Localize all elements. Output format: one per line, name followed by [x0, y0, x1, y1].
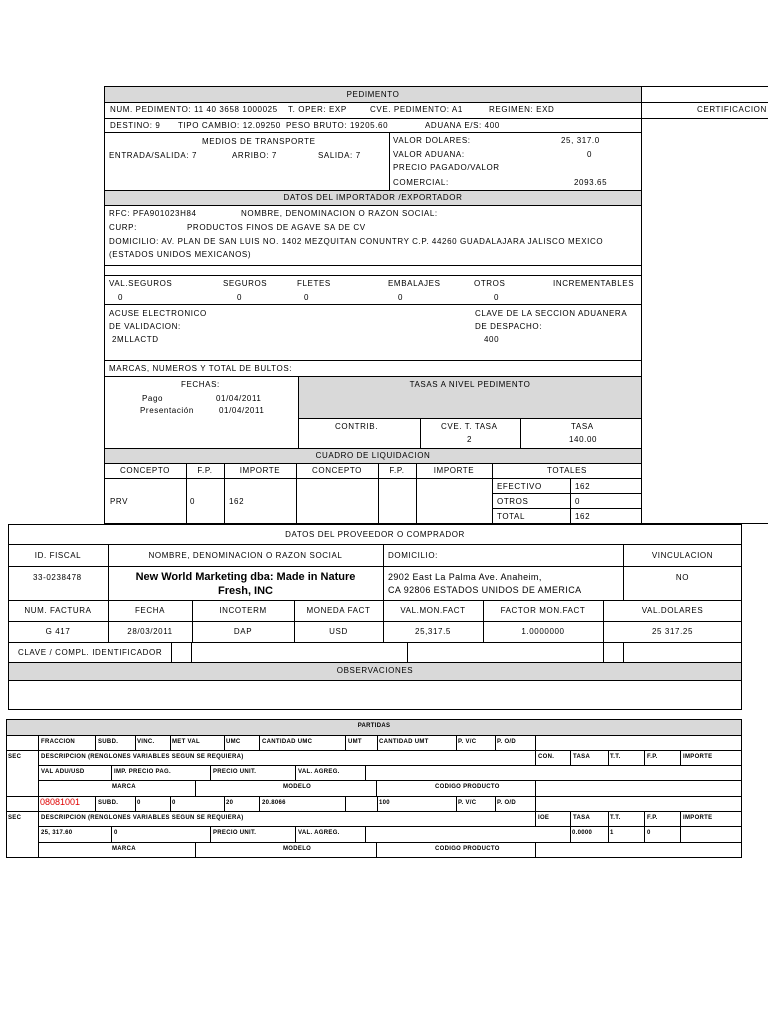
otros-value: 0 — [494, 293, 500, 302]
moneda-fact-label: MONEDA FACT — [306, 606, 371, 615]
cantidad-umt-value: 100 — [379, 800, 390, 806]
fechas-label: FECHAS: — [181, 380, 220, 389]
total-label: TOTAL — [497, 512, 526, 521]
val-adu-value: 25, 317.60 — [41, 830, 73, 836]
tasas-title: TASAS A NIVEL PEDIMENTO — [409, 380, 531, 389]
marca-label-2: MARCA — [112, 846, 136, 852]
tasa-p-label-2: TASA — [573, 815, 591, 821]
comercial-value: 2093.65 — [574, 178, 608, 187]
fraccion-value: 08081001 — [40, 797, 81, 807]
liq-concepto-value: PRV — [110, 497, 129, 506]
met-val-label: MET VAL — [172, 739, 200, 745]
moneda-fact-value: USD — [329, 627, 348, 636]
liq-importe-value: 162 — [229, 497, 245, 506]
val-dolares-label: VAL.DOLARES — [641, 606, 704, 615]
subd-value: SUBD. — [98, 800, 119, 806]
umc-value: 20 — [226, 800, 234, 806]
descripcion-label: DESCRIPCION (RENGLONES VARIABLES SEGUN SE REQUIERA) — [41, 754, 244, 760]
val-agreg-label: VAL. AGREG. — [298, 769, 340, 775]
pago-date: 01/04/2011 — [216, 394, 262, 403]
umt-label: UMT — [348, 739, 362, 745]
importador-domicilio: DOMICILIO: AV. PLAN DE SAN LUIS NO. 1402 MEZQUITAN CONUNTRY C.P. 44260 GUADALAJARA JALISCO MEXICO — [109, 237, 604, 246]
pago-label: Pago — [142, 394, 164, 403]
embalajes-label: EMBALAJES — [388, 279, 441, 288]
liq-importe-1: IMPORTE — [239, 466, 281, 475]
observaciones-title: OBSERVACIONES — [336, 666, 414, 675]
aduana: ADUANA E/S: 400 — [425, 121, 500, 130]
incoterm-value: DAP — [233, 627, 253, 636]
val-seguros-label: VAL.SEGUROS — [109, 279, 173, 288]
imp-precio-pag-value: 0 — [114, 830, 118, 836]
clave-compl-label: CLAVE / COMPL. IDENTIFICADOR — [18, 648, 163, 657]
prov-nombre-line1: New World Marketing dba: Made in Nature — [135, 571, 356, 583]
incoterm-label: INCOTERM — [219, 606, 267, 615]
nombre-label: NOMBRE, DENOMINACION O RAZON SOCIAL: — [241, 209, 438, 218]
fletes-label: FLETES — [297, 279, 331, 288]
otros-total-value: 0 — [575, 497, 581, 506]
contrib-label: CONTRIB. — [335, 422, 379, 431]
tasa-p-value: 0.0000 — [572, 830, 593, 836]
umc-label: UMC — [226, 739, 241, 745]
importe-p-label-2: IMPORTE — [683, 815, 713, 821]
fecha-label: FECHA — [134, 606, 166, 615]
valor-dolares: 25, 317.0 — [561, 136, 600, 145]
cve-t-tasa-label: CVE. T. TASA — [441, 422, 498, 431]
marca-label: MARCA — [112, 784, 136, 790]
importador-title: DATOS DEL IMPORTADOR /EXPORTADOR — [283, 193, 463, 202]
proveedor-title: DATOS DEL PROVEEDOR O COMPRADOR — [285, 530, 465, 539]
pod-label: P. O/D — [497, 739, 517, 745]
pod-label-2: P. O/D — [497, 800, 517, 806]
id-fiscal-value: 33-0238478 — [33, 573, 82, 582]
partidas-title: PARTIDAS — [357, 723, 391, 729]
t-oper: T. OPER: EXP — [288, 105, 347, 114]
presentacion-label: Presentación — [140, 406, 194, 415]
con-label: CON. — [538, 754, 555, 760]
importe-p-label: IMPORTE — [683, 754, 713, 760]
acuse-label: ACUSE ELECTRONICO — [109, 309, 207, 318]
tasa-p-label: TASA — [573, 754, 591, 760]
salida: SALIDA: 7 — [318, 151, 361, 160]
seguros-value: 0 — [237, 293, 243, 302]
vinculacion-value: NO — [675, 573, 690, 582]
cantidad-umt-label: CANTIDAD UMT — [379, 739, 429, 745]
peso-bruto: PESO BRUTO: 19205.60 — [286, 121, 389, 130]
valor-aduana: 0 — [587, 150, 593, 159]
num-factura-label: NUM. FACTURA — [24, 606, 92, 615]
seguros-label: SEGUROS — [223, 279, 268, 288]
val-adu-label: VAL ADU/USD — [41, 769, 85, 775]
modelo-label: MODELO — [283, 784, 312, 790]
descripcion-label-2: DESCRIPCION (RENGLONES VARIABLES SEGUN SE REQUIERA) — [41, 815, 244, 821]
fletes-value: 0 — [304, 293, 310, 302]
val-seguros-value: 0 — [118, 293, 124, 302]
presentacion-date: 01/04/2011 — [219, 406, 265, 415]
total-value: 162 — [575, 512, 591, 521]
liq-fp-1: F.P. — [197, 466, 213, 475]
efectivo-value: 162 — [575, 482, 591, 491]
val-agreg-label-2: VAL. AGREG. — [298, 830, 340, 836]
liq-importe-2: IMPORTE — [433, 466, 475, 475]
fraccion-label: FRACCION — [41, 739, 76, 745]
tt-value: 1 — [610, 830, 614, 836]
liq-fp-value: 0 — [190, 497, 196, 506]
otros-label: OTROS — [474, 279, 506, 288]
efectivo-label: EFECTIVO — [497, 482, 542, 491]
validacion-label: DE VALIDACION: — [109, 322, 181, 331]
comercial-label: COMERCIAL: — [393, 178, 449, 187]
incrementables-label: INCREMENTABLES — [553, 279, 635, 288]
ioe-label: IOE — [538, 815, 550, 821]
curp: CURP: — [109, 223, 137, 232]
pvc-label-2: P. V/C — [458, 800, 477, 806]
cantidad-umc-label: CANTIDAD UMC — [262, 739, 313, 745]
cve-t-tasa-value: 2 — [467, 435, 473, 444]
entrada-salida: ENTRADA/SALIDA: 7 — [109, 151, 198, 160]
embalajes-value: 0 — [398, 293, 404, 302]
otros-total-label: OTROS — [497, 497, 529, 506]
val-dolares-value: 25 317.25 — [652, 627, 693, 636]
vinculacion-label: VINCULACION — [651, 551, 714, 560]
medios-transporte: MEDIOS DE TRANSPORTE — [202, 137, 316, 146]
fp-p-label-2: F.P. — [647, 815, 658, 821]
id-fiscal-label: ID. FISCAL — [34, 551, 82, 560]
codigo-producto-label: CODIGO PRODUCTO — [435, 784, 500, 790]
fp-p-value: 0 — [647, 830, 651, 836]
clave-seccion-value: 400 — [484, 335, 500, 344]
prov-domicilio-line2: CA 92806 ESTADOS UNIDOS DE AMERICA — [388, 585, 582, 595]
marcas-label: MARCAS, NUMEROS Y TOTAL DE BULTOS: — [109, 364, 293, 373]
acuse-value: 2MLLACTD — [112, 335, 159, 344]
valor-aduana-label: VALOR ADUANA: — [393, 150, 465, 159]
liq-concepto-2: CONCEPTO — [312, 466, 362, 475]
cve-pedimento: CVE. PEDIMENTO: A1 — [370, 105, 463, 114]
prov-nombre-label: NOMBRE, DENOMINACION O RAZON SOCIAL — [148, 551, 343, 560]
precio-unit-label: PRECIO UNIT. — [213, 769, 257, 775]
codigo-producto-label-2: CODIGO PRODUCTO — [435, 846, 500, 852]
despacho-label: DE DESPACHO: — [475, 322, 543, 331]
prov-domicilio-label: DOMICILIO: — [388, 551, 439, 560]
regimen: REGIMEN: EXD — [489, 105, 555, 114]
destino: DESTINO: 9 — [110, 121, 161, 130]
precio-unit-label-2: PRECIO UNIT. — [213, 830, 257, 836]
liq-totales: TOTALES — [547, 466, 587, 475]
importador-nombre: PRODUCTOS FINOS DE AGAVE SA DE CV — [187, 223, 366, 232]
cantidad-umc-value: 20.8066 — [262, 800, 286, 806]
factor-mon-fact-label: FACTOR MON.FACT — [500, 606, 586, 615]
imp-precio-pag-label: IMP. PRECIO PAG. — [114, 769, 171, 775]
fp-p-label: F.P. — [647, 754, 658, 760]
vinc-label: VINC. — [137, 739, 155, 745]
certificacion-label: CERTIFICACION — [697, 105, 767, 114]
liquidacion-title: CUADRO DE LIQUIDACION — [315, 451, 431, 460]
clave-seccion-label: CLAVE DE LA SECCION ADUANERA — [475, 309, 628, 318]
rfc: RFC: PFA901023H84 — [109, 209, 197, 218]
sec-label-2: SEC — [8, 815, 22, 821]
tt-label-2: T.T. — [610, 815, 621, 821]
tasa-label: TASA — [571, 422, 594, 431]
valor-dolares-label: VALOR DOLARES: — [393, 136, 471, 145]
sec-label: SEC — [8, 754, 22, 760]
importador-domicilio-2: (ESTADOS UNIDOS MEXICANOS) — [109, 250, 252, 259]
liq-concepto-1: CONCEPTO — [120, 466, 170, 475]
fecha-value: 28/03/2011 — [127, 627, 173, 636]
prov-domicilio-line1: 2902 East La Palma Ave. Anaheim, — [388, 572, 542, 582]
tt-label: T.T. — [610, 754, 621, 760]
subd-label: SUBD. — [98, 739, 119, 745]
val-mon-fact-value: 25,317.5 — [415, 627, 451, 636]
pedimento-title: PEDIMENTO — [346, 90, 400, 99]
tasa-value: 140.00 — [569, 435, 598, 444]
factor-mon-fact-value: 1.0000000 — [521, 627, 565, 636]
tipo-cambio: TIPO CAMBIO: 12.09250 — [178, 121, 281, 130]
vinc-value: 0 — [137, 800, 141, 806]
modelo-label-2: MODELO — [283, 846, 312, 852]
precio-pagado-label: PRECIO PAGADO/VALOR — [393, 163, 500, 172]
num-pedimento: NUM. PEDIMENTO: 11 40 3658 1000025 — [110, 105, 278, 114]
met-val-value: 0 — [172, 800, 176, 806]
prov-nombre-line2: Fresh, INC — [217, 585, 273, 597]
pvc-label: P. V/C — [458, 739, 477, 745]
certificacion-box — [641, 86, 768, 524]
num-factura-value: G 417 — [45, 627, 71, 636]
val-mon-fact-label: VAL.MON.FACT — [400, 606, 466, 615]
arribo: ARRIBO: 7 — [232, 151, 277, 160]
liq-fp-2: F.P. — [389, 466, 405, 475]
